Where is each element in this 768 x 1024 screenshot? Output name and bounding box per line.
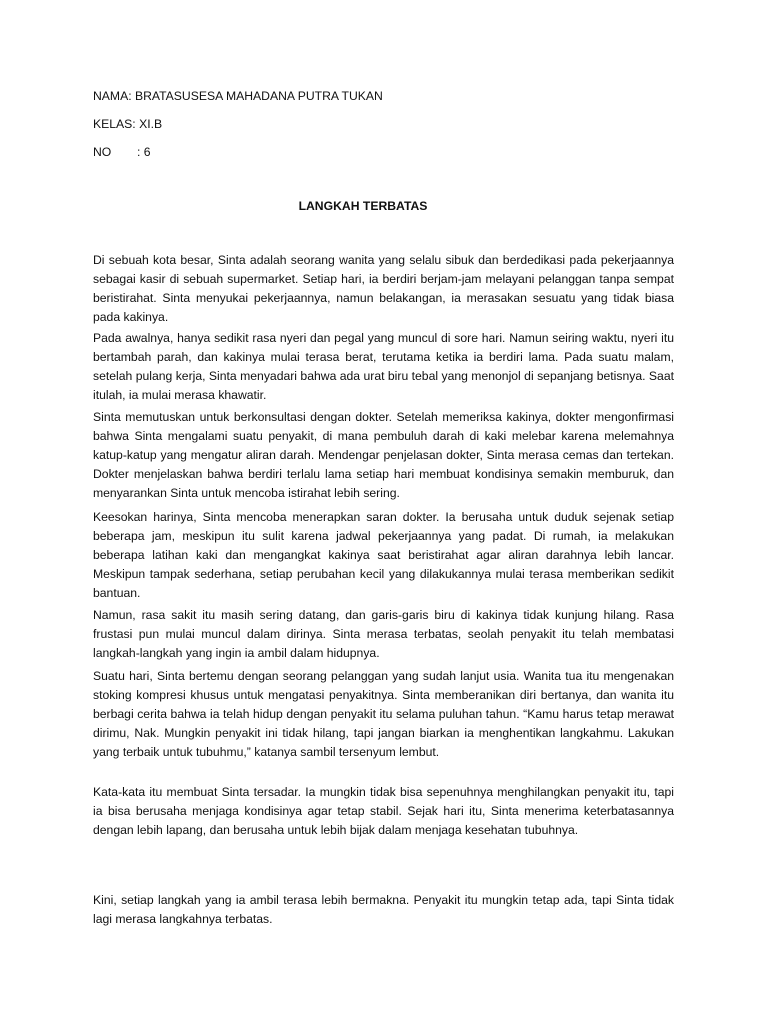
paragraph-2: Pada awalnya, hanya sedikit rasa nyeri dan pegal yang muncul di sore hari. Namun seiring waktu, nyeri itu bertambah parah, dan kakinya mulai terasa berat, terutama ketika ia berdiri lama. Pada suatu malam, setelah pulang kerja, Sinta menyadari bahwa ada urat biru tebal yang menonjol di sepanjang betisnya. Saat itulah, ia mulai merasa khawatir. bbox=[93, 331, 674, 402]
paragraph-1: Di sebuah kota besar, Sinta adalah seorang wanita yang selalu sibuk dan berdedikasi pada pekerjaannya sebagai kasir di sebuah supermarket. Setiap hari, ia berdiri berjam-jam melayani pelanggan tanpa sempat beristirahat. Sinta menyukai pekerjaannya, namun belakangan, ia merasakan sesuatu yang tidak biasa pada kakinya. bbox=[93, 253, 674, 324]
student-class: KELAS: XI.B bbox=[93, 117, 163, 131]
story-title: LANGKAH TERBATAS bbox=[298, 199, 428, 213]
student-number bbox=[93, 143, 151, 161]
paragraph-4: Keesokan harinya, Sinta mencoba menerapkan saran dokter. Ia berusaha untuk duduk sejenak setiap beberapa jam, meskipun itu sulit karena jadwal pekerjaannya yang padat. Di rumah, ia melakukan beberapa latihan kaki dan mengangkat kakinya saat beristirahat agar aliran darahnya lebih lancar. Meskipun tampak sederhana, setiap perubahan kecil yang dilakukannya mulai terasa memberikan sedikit bantuan. bbox=[93, 510, 674, 600]
student-number-label: NO bbox=[93, 145, 112, 159]
student-number-value: : 6 bbox=[137, 145, 151, 159]
student-name: NAMA: BRATASUSESA MAHADANA PUTRA TUKAN bbox=[93, 89, 383, 103]
paragraph-6: Suatu hari, Sinta bertemu dengan seorang pelanggan yang sudah lanjut usia. Wanita tua itu mengenakan stoking kompresi khusus untuk mengatasi penyakitnya. Sinta memberanikan diri bertanya, dan wanita itu berbagi cerita bahwa ia telah hidup dengan penyakit itu selama puluhan tahun. “Kamu harus tetap merawat dirimu, Nak. Mungkin penyakit ini tidak hilang, tapi jangan biarkan ia menghentikan langkahmu. Lakukan yang terbaik untuk tubuhmu,” katanya sambil tersenyum lembut. bbox=[93, 669, 674, 759]
paragraph-3: Sinta memutuskan untuk berkonsultasi dengan dokter. Setelah memeriksa kakinya, dokter mengonfirmasi bahwa Sinta mengalami suatu penyakit, di mana pembuluh darah di kaki melebar karena melemahnya katup-katup yang mengatur aliran darah. Mendengar penjelasan dokter, Sinta merasa cemas dan tertekan. Dokter menjelaskan bahwa berdiri terlalu lama setiap hari membuat kondisinya semakin memburuk, dan menyarankan Sinta untuk mencoba istirahat lebih sering. bbox=[93, 410, 674, 500]
paragraph-5: Namun, rasa sakit itu masih sering datang, dan garis-garis biru di kakinya tidak kunjung hilang. Rasa frustasi pun mulai muncul dalam dirinya. Sinta merasa terbatas, seolah penyakit itu telah membatasi langkah-langkah yang ingin ia ambil dalam hidupnya. bbox=[93, 608, 674, 660]
paragraph-7: Kata-kata itu membuat Sinta tersadar. Ia mungkin tidak bisa sepenuhnya menghilangkan penyakit itu, tapi ia bisa berusaha menjaga kondisinya agar tetap stabil. Sejak hari itu, Sinta menerima keterbatasannya dengan lebih lapang, dan berusaha untuk lebih bijak dalam menjaga kesehatan tubuhnya. bbox=[93, 785, 674, 837]
paragraph-8: Kini, setiap langkah yang ia ambil terasa lebih bermakna. Penyakit itu mungkin tetap ada, tapi Sinta tidak lagi merasa langkahnya terbatas. bbox=[93, 893, 674, 926]
